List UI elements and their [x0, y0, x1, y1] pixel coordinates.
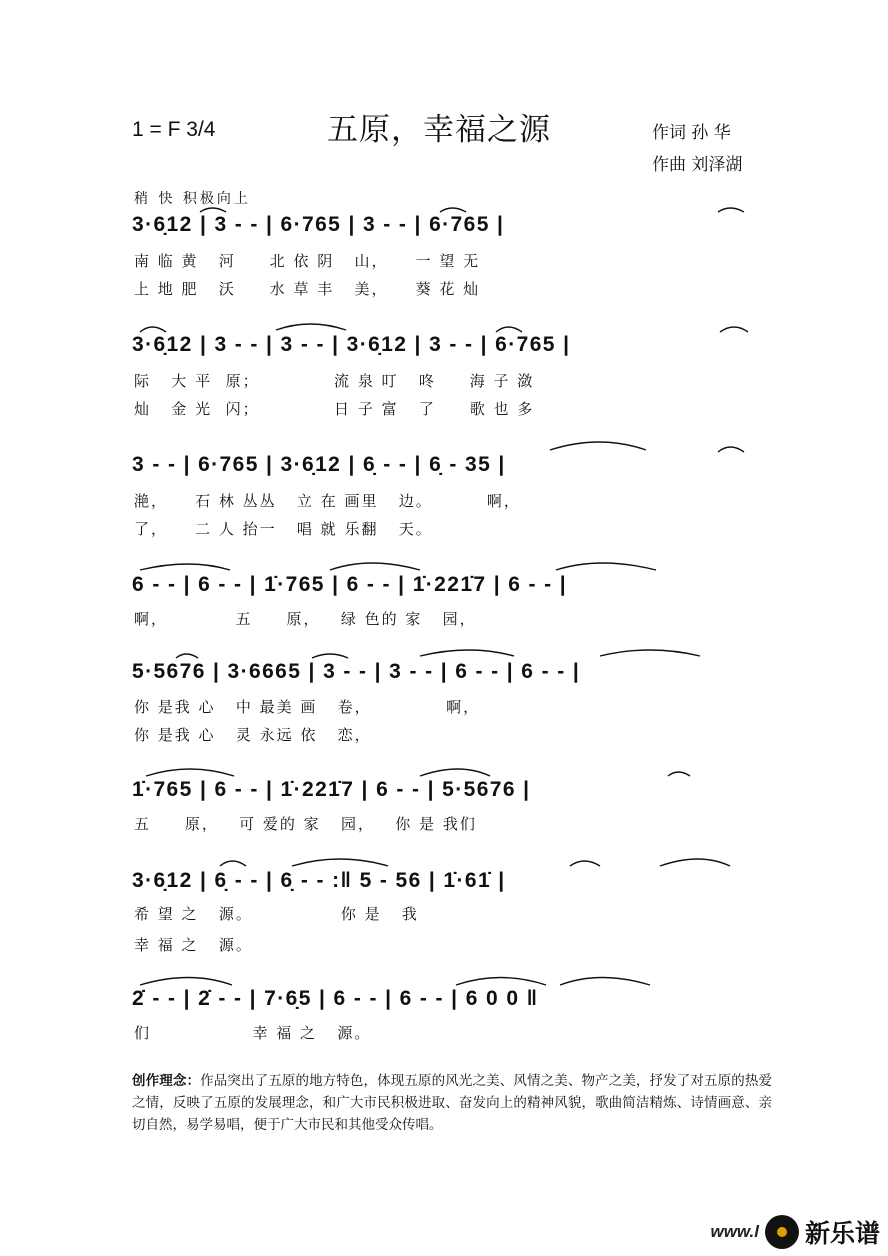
slur [668, 772, 690, 776]
notation-row-7: 3·6̣12 | 6̣ - - | 6̣ - - :‖ 5 - 56 | 1̇·61̇ | [132, 869, 506, 892]
tie [292, 859, 388, 866]
slur [556, 563, 656, 570]
notation-row-2: 3·6̣12 | 3 - - | 3 - - | 3·6̣12 | 3 - - | 6·765 | [132, 333, 571, 356]
notation-row-5: 5·5676 | 3·6665 | 3 - - | 3 - - | 6 - - | 6 - - | [132, 660, 581, 683]
notation-row-3: 3 - - | 6·765 | 3·6̣12 | 6̣ - - | 6̣ - 35 | [132, 453, 506, 476]
music-disc-icon [765, 1215, 799, 1249]
slur [660, 859, 730, 866]
slur [220, 861, 246, 866]
tie [600, 650, 700, 656]
slur [718, 447, 744, 452]
composer-credit: 作曲 刘泽湖 [652, 155, 743, 175]
watermark-url: www.l [710, 1222, 759, 1241]
tie [420, 650, 514, 656]
lyricist-credit: 作词 孙 华 [652, 123, 731, 143]
lyric-row-7-verse-1: 希 望 之 源。 你 是 我 [134, 905, 419, 923]
lyric-row-3-verse-1: 滟， 石 林 丛丛 立 在 画里 边。 啊， [134, 492, 521, 510]
slur [200, 208, 226, 212]
lyric-row-5-verse-1: 你 是我 心 中 最美 画 卷， 啊， [134, 698, 481, 716]
tie [560, 978, 650, 986]
notation-row-4: 6 - - | 6 - - | 1̇·765 | 6 - - | 1̇·221̇7 | 6 - - | [132, 573, 568, 596]
slur [720, 327, 748, 332]
slur [420, 769, 490, 776]
lyric-row-4-verse-1: 啊， 五 原， 绿 色的 家 园， [134, 610, 477, 628]
notation-row-1: 3·6̣12 | 3 - - | 6·765 | 3 - - | 6·765 | [132, 213, 505, 236]
tie [456, 978, 546, 986]
lyric-row-2-verse-1: 际 大 平 原； 流 泉 叮 咚 海 子 潋 [134, 372, 535, 390]
lyric-row-7-verse-2: 幸 福 之 源。 [134, 936, 253, 954]
tie [550, 442, 646, 450]
tempo-marking: 稍 快 积极向上 [134, 191, 251, 207]
notation-row-6: 1̇·765 | 6 - - | 1̇·221̇7 | 6 - - | 5·5676 | [132, 778, 531, 801]
tie [276, 324, 346, 330]
slur [176, 654, 198, 658]
slur [146, 769, 234, 776]
tie [140, 978, 232, 986]
watermark-brand: 新乐谱 [804, 1219, 880, 1248]
slur [140, 327, 166, 332]
slur [496, 327, 522, 332]
slur [570, 861, 600, 866]
creative-concept [132, 1070, 772, 1136]
song-title: 五原，幸福之源 [327, 112, 551, 148]
notation-row-8: 2̇ - - | 2̇ - - | 7·6̣5 | 6 - - | 6 - - | 6 0 0 ‖ [132, 987, 539, 1010]
slur [312, 654, 348, 658]
slur [440, 208, 466, 212]
lyric-row-6-verse-1: 五 原， 可 爱的 家 园， 你 是 我们 [134, 815, 477, 833]
concept-label: 创作理念： [132, 1073, 201, 1089]
lyric-row-5-verse-2: 你 是我 心 灵 永远 依 恋， [134, 726, 372, 744]
lyric-row-3-verse-2: 了， 二 人 抬一 唱 就 乐翻 天。 [134, 520, 433, 538]
lyric-row-1-verse-1: 南 临 黄 河 北 依 阴 山， 一 望 无 [134, 252, 481, 270]
slur [718, 208, 744, 212]
watermark-logo [710, 1214, 880, 1250]
tie [140, 564, 230, 570]
lyric-row-8-verse-1: 们 幸 福 之 源。 [134, 1024, 372, 1042]
lyric-row-2-verse-2: 灿 金 光 闪； 日 子 富 了 歌 也 多 [134, 400, 535, 418]
lyric-row-1-verse-2: 上 地 肥 沃 水 草 丰 美， 葵 花 灿 [134, 280, 481, 298]
slur [330, 563, 420, 570]
concept-text: 作品突出了五原的地方特色，体现五原的风光之美、风情之美、物产之美，抒发了对五原的热爱之情，反映了五原的发展理念，和广大市民积极进取、奋发向上的精神风貌，歌曲简洁精炼、诗情画意、亲切自然，易学易唱，便于广大市民和其他受众传唱。 [132, 1073, 773, 1133]
key-signature: 1 = F 3/4 [132, 118, 216, 141]
